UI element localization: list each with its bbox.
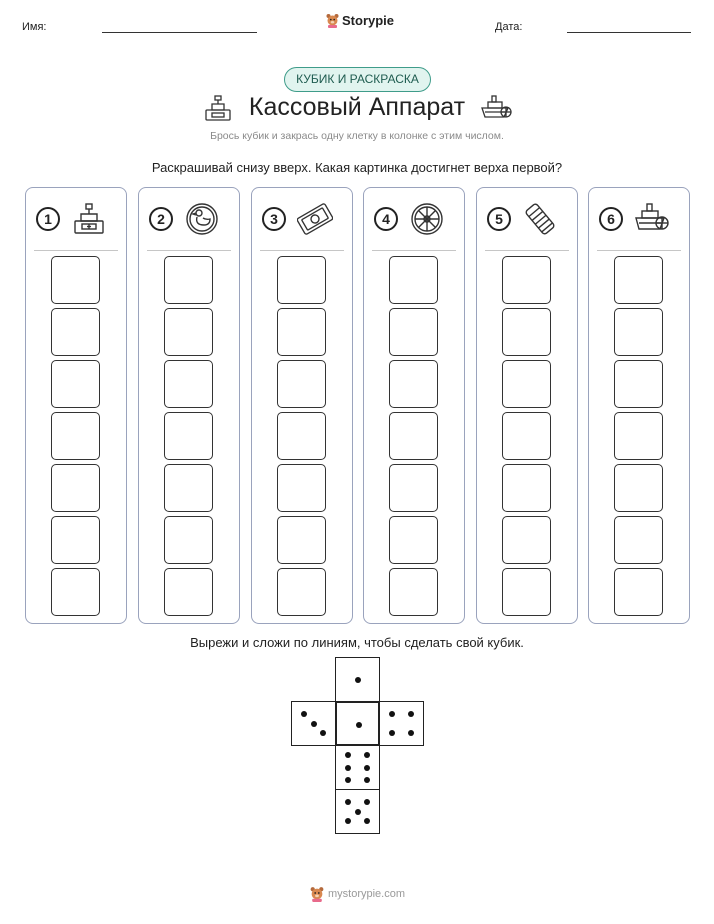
column-number: 4 bbox=[374, 207, 398, 231]
dice-pip bbox=[364, 752, 370, 758]
dice-pip bbox=[320, 730, 326, 736]
column-3 bbox=[251, 187, 353, 624]
color-cell[interactable] bbox=[502, 412, 551, 460]
category-tag: КУБИК И РАСКРАСКА bbox=[284, 67, 431, 92]
instruction: Раскрашивай снизу вверх. Какая картинка достигнет верха первой? bbox=[151, 160, 563, 175]
color-cell[interactable] bbox=[277, 256, 326, 304]
date-label: Дата: bbox=[495, 21, 523, 33]
color-cell[interactable] bbox=[502, 256, 551, 304]
footer bbox=[310, 886, 405, 902]
banknote-icon bbox=[297, 201, 333, 237]
dice-pip bbox=[364, 777, 370, 783]
color-cell[interactable] bbox=[389, 568, 438, 616]
page-title: Кассовый Аппарат bbox=[248, 93, 466, 121]
color-cell[interactable] bbox=[277, 516, 326, 564]
column-4 bbox=[363, 187, 465, 624]
wheel-icon bbox=[409, 201, 445, 237]
color-cell[interactable] bbox=[389, 256, 438, 304]
color-cell[interactable] bbox=[389, 516, 438, 564]
dice-pip bbox=[355, 809, 361, 815]
dice-pip bbox=[364, 818, 370, 824]
color-cell[interactable] bbox=[277, 360, 326, 408]
column-header bbox=[589, 188, 689, 250]
color-cell[interactable] bbox=[502, 464, 551, 512]
dice-pip bbox=[356, 722, 362, 728]
color-cell[interactable] bbox=[614, 568, 663, 616]
color-cell[interactable] bbox=[51, 360, 100, 408]
color-cell[interactable] bbox=[389, 464, 438, 512]
brand-name: Storypie bbox=[342, 13, 395, 28]
color-cell[interactable] bbox=[614, 412, 663, 460]
dice-face-1-center bbox=[335, 701, 380, 746]
column-1 bbox=[25, 187, 127, 624]
bear-logo-icon bbox=[326, 13, 339, 28]
dice-face-6 bbox=[335, 745, 380, 790]
column-number: 5 bbox=[487, 207, 511, 231]
name-label: Имя: bbox=[22, 21, 47, 33]
dice-pip bbox=[355, 677, 361, 683]
column-header bbox=[139, 188, 239, 250]
dice-pip bbox=[345, 765, 351, 771]
color-cell[interactable] bbox=[51, 308, 100, 356]
dice-pip bbox=[364, 799, 370, 805]
color-cell[interactable] bbox=[51, 256, 100, 304]
color-cell[interactable] bbox=[164, 464, 213, 512]
cut-instruction: Вырежи и сложи по линиям, чтобы сделать свой кубик. bbox=[190, 635, 524, 650]
column-number: 3 bbox=[262, 207, 286, 231]
color-cell[interactable] bbox=[389, 412, 438, 460]
steamboat-icon bbox=[480, 93, 514, 123]
color-cell[interactable] bbox=[51, 464, 100, 512]
color-cell[interactable] bbox=[164, 568, 213, 616]
color-cell[interactable] bbox=[277, 412, 326, 460]
color-cell[interactable] bbox=[164, 360, 213, 408]
color-cell[interactable] bbox=[502, 568, 551, 616]
column-header bbox=[26, 188, 126, 250]
subtitle: Брось кубик и закрась одну клетку в колонке с этим числом. bbox=[210, 130, 504, 142]
color-cell[interactable] bbox=[614, 516, 663, 564]
color-cell[interactable] bbox=[502, 360, 551, 408]
color-cell[interactable] bbox=[502, 516, 551, 564]
dice-pip bbox=[345, 777, 351, 783]
cash-register-icon bbox=[71, 201, 107, 237]
column-divider bbox=[34, 250, 118, 251]
coin-roll-icon bbox=[522, 201, 558, 237]
column-header bbox=[364, 188, 464, 250]
column-number: 6 bbox=[599, 207, 623, 231]
dice-pip bbox=[301, 711, 307, 717]
name-line[interactable] bbox=[102, 32, 257, 33]
brand-logo bbox=[326, 13, 394, 28]
dice-face-1 bbox=[335, 657, 380, 702]
duck-coin-icon bbox=[184, 201, 220, 237]
dice-pip bbox=[345, 818, 351, 824]
dice-pip bbox=[311, 721, 317, 727]
footer-url[interactable]: mystorypie.com bbox=[328, 888, 406, 900]
color-cell[interactable] bbox=[614, 308, 663, 356]
color-cell[interactable] bbox=[164, 308, 213, 356]
column-header bbox=[477, 188, 577, 250]
color-cell[interactable] bbox=[389, 308, 438, 356]
color-cell[interactable] bbox=[277, 464, 326, 512]
steamboat-icon bbox=[634, 201, 670, 237]
column-header bbox=[252, 188, 352, 250]
color-cell[interactable] bbox=[614, 464, 663, 512]
color-cell[interactable] bbox=[614, 360, 663, 408]
dice-face-5 bbox=[335, 789, 380, 834]
color-cell[interactable] bbox=[51, 412, 100, 460]
color-cell[interactable] bbox=[389, 360, 438, 408]
dice-pip bbox=[389, 730, 395, 736]
column-6 bbox=[588, 187, 690, 624]
color-cell[interactable] bbox=[614, 256, 663, 304]
dice-pip bbox=[364, 765, 370, 771]
date-line[interactable] bbox=[567, 32, 691, 33]
column-5 bbox=[476, 187, 578, 624]
color-cell[interactable] bbox=[277, 308, 326, 356]
color-cell[interactable] bbox=[277, 568, 326, 616]
bear-logo-icon bbox=[310, 886, 324, 902]
color-cell[interactable] bbox=[164, 256, 213, 304]
dice-pip bbox=[408, 711, 414, 717]
dice-pip bbox=[345, 752, 351, 758]
dice-face-4 bbox=[379, 701, 424, 746]
column-divider bbox=[260, 250, 344, 251]
color-cell[interactable] bbox=[51, 516, 100, 564]
dice-pip bbox=[345, 799, 351, 805]
dice-pip bbox=[408, 730, 414, 736]
column-divider bbox=[597, 250, 681, 251]
column-divider bbox=[147, 250, 231, 251]
column-divider bbox=[485, 250, 569, 251]
color-cell[interactable] bbox=[164, 516, 213, 564]
column-number: 2 bbox=[149, 207, 173, 231]
column-divider bbox=[372, 250, 456, 251]
dice-face-3 bbox=[291, 701, 336, 746]
column-2 bbox=[138, 187, 240, 624]
column-number: 1 bbox=[36, 207, 60, 231]
color-cell[interactable] bbox=[51, 568, 100, 616]
color-cell[interactable] bbox=[164, 412, 213, 460]
dice-pip bbox=[389, 711, 395, 717]
color-cell[interactable] bbox=[502, 308, 551, 356]
